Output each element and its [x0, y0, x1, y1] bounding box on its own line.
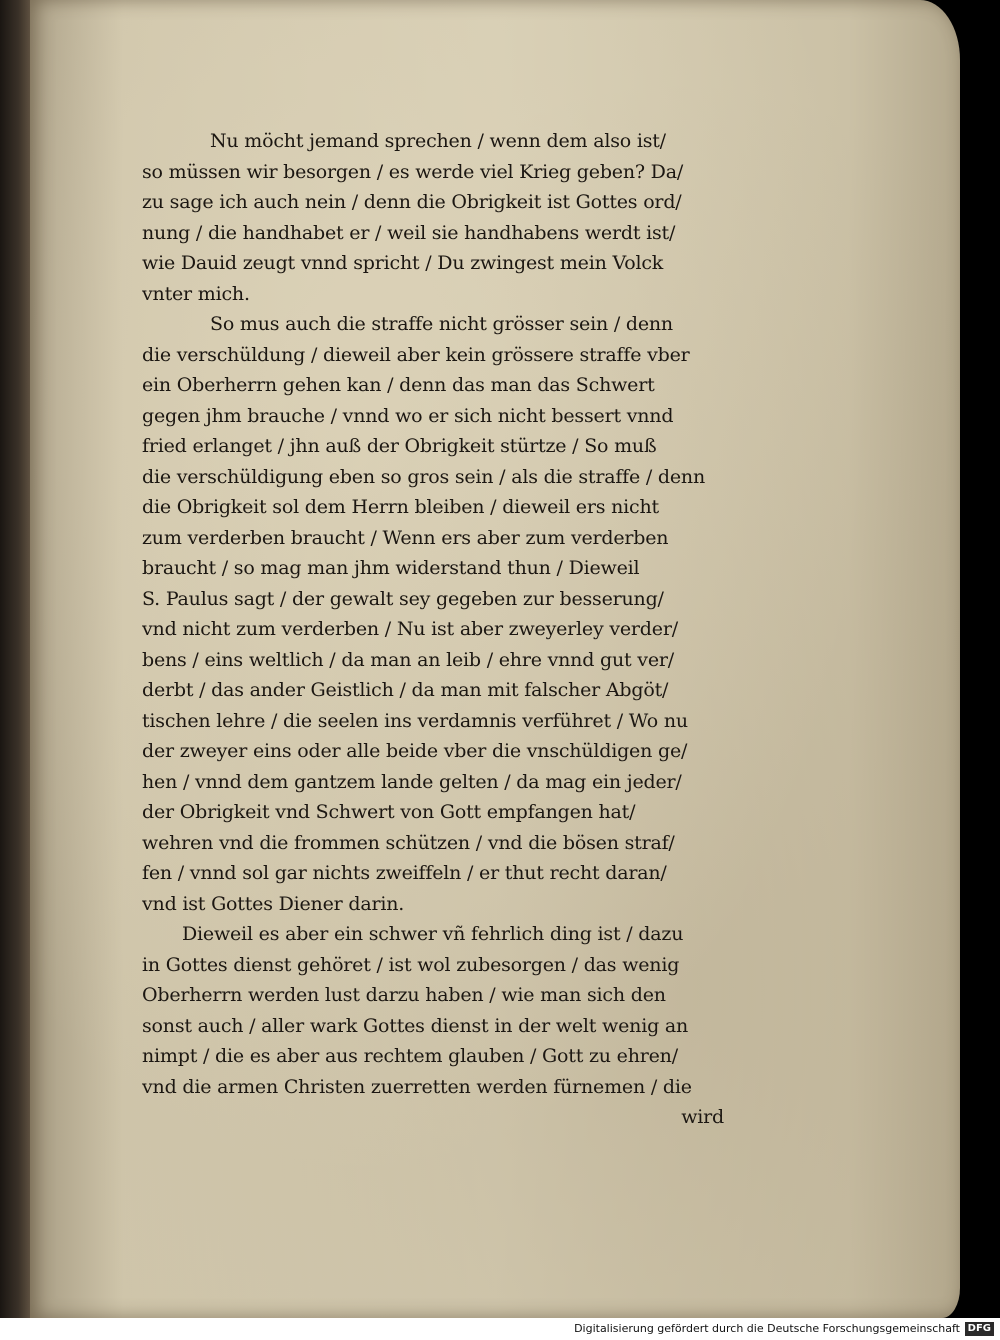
- text-line: wehren vnd die frommen schützen / vnd die bösen straf/: [142, 831, 675, 854]
- text-line: Oberherrn werden lust darzu haben / wie man sich den: [142, 984, 666, 1006]
- text-line: fen / vnnd sol gar nichts zweiffeln / er thut recht daran/: [142, 862, 667, 884]
- page-text: [142, 126, 742, 1133]
- text-line: gegen jhm brauche / vnnd wo er sich nicht bessert vnnd: [142, 404, 674, 427]
- text-line: vnd ist Gottes Diener darin.: [142, 892, 405, 915]
- text-line: derbt / das ander Geistlich / da man mit falscher Abgöt/: [142, 679, 669, 701]
- text-line: S. Paulus sagt / der gewalt sey gegeben zur besserung/: [142, 587, 664, 610]
- text-line: die verschüldigung eben so gros sein / als die straffe / denn: [142, 465, 706, 488]
- text-line: vnter mich.: [142, 282, 250, 305]
- text-line: Dieweil es aber ein schwer vñ fehrlich ding ist / dazu: [182, 923, 684, 945]
- text-line: die Obrigkeit sol dem Herrn bleiben / dieweil ers nicht: [142, 496, 659, 518]
- text-line: hen / vnnd dem gantzem lande gelten / da mag ein jeder/: [142, 770, 682, 793]
- text-line: vnd nicht zum verderben / Nu ist aber zweyerley verder/: [142, 618, 678, 640]
- text-line: der Obrigkeit vnd Schwert von Gott empfangen hat/: [142, 801, 636, 823]
- text-line: tischen lehre / die seelen ins verdamnis verführet / Wo nu: [142, 709, 688, 732]
- text-line: So mus auch die straffe nicht grösser sein / denn: [210, 313, 673, 335]
- text-line: vnd die armen Christen zuerretten werden fürnemen / die: [142, 1075, 692, 1098]
- dfg-logo: DFG: [965, 1322, 994, 1336]
- text-line: braucht / so mag man jhm widerstand thun / Dieweil: [142, 557, 640, 579]
- digitization-credit: Digitalisierung gefördert durch die Deutsche Forschungsgemeinschaft: [574, 1322, 960, 1335]
- text-line: wird: [681, 1106, 724, 1128]
- text-line: die verschüldung / dieweil aber kein grössere straffe vber: [142, 343, 690, 366]
- book-page: [30, 0, 960, 1318]
- text-line: fried erlanget / jhn auß der Obrigkeit stürtze / So muß: [142, 435, 657, 457]
- text-line: nimpt / die es aber aus rechtem glauben / Gott zu ehren/: [142, 1045, 678, 1067]
- text-line: ein Oberherrn gehen kan / denn das man das Schwert: [142, 374, 655, 396]
- text-line: so müssen wir besorgen / es werde viel Krieg geben? Da/: [142, 160, 684, 183]
- text-line: zu sage ich auch nein / denn die Obrigkeit ist Gottes ord/: [142, 191, 682, 213]
- text-line: zum verderben braucht / Wenn ers aber zum verderben: [142, 526, 669, 549]
- text-line: sonst auch / aller wark Gottes dienst in der welt wenig an: [142, 1014, 689, 1037]
- text-line: nung / die handhabet er / weil sie handhabens werdt ist/: [142, 221, 676, 244]
- text-line: in Gottes dienst gehöret / ist wol zubesorgen / das wenig: [142, 953, 680, 976]
- text-line: wie Dauid zeugt vnnd spricht / Du zwingest mein Volck: [142, 252, 664, 274]
- text-line: der zweyer eins oder alle beide vber die vnschüldigen ge/: [142, 740, 688, 762]
- text-line: bens / eins weltlich / da man an leib / ehre vnnd gut ver/: [142, 648, 674, 671]
- text-line: Nu möcht jemand sprechen / wenn dem also ist/: [210, 130, 666, 152]
